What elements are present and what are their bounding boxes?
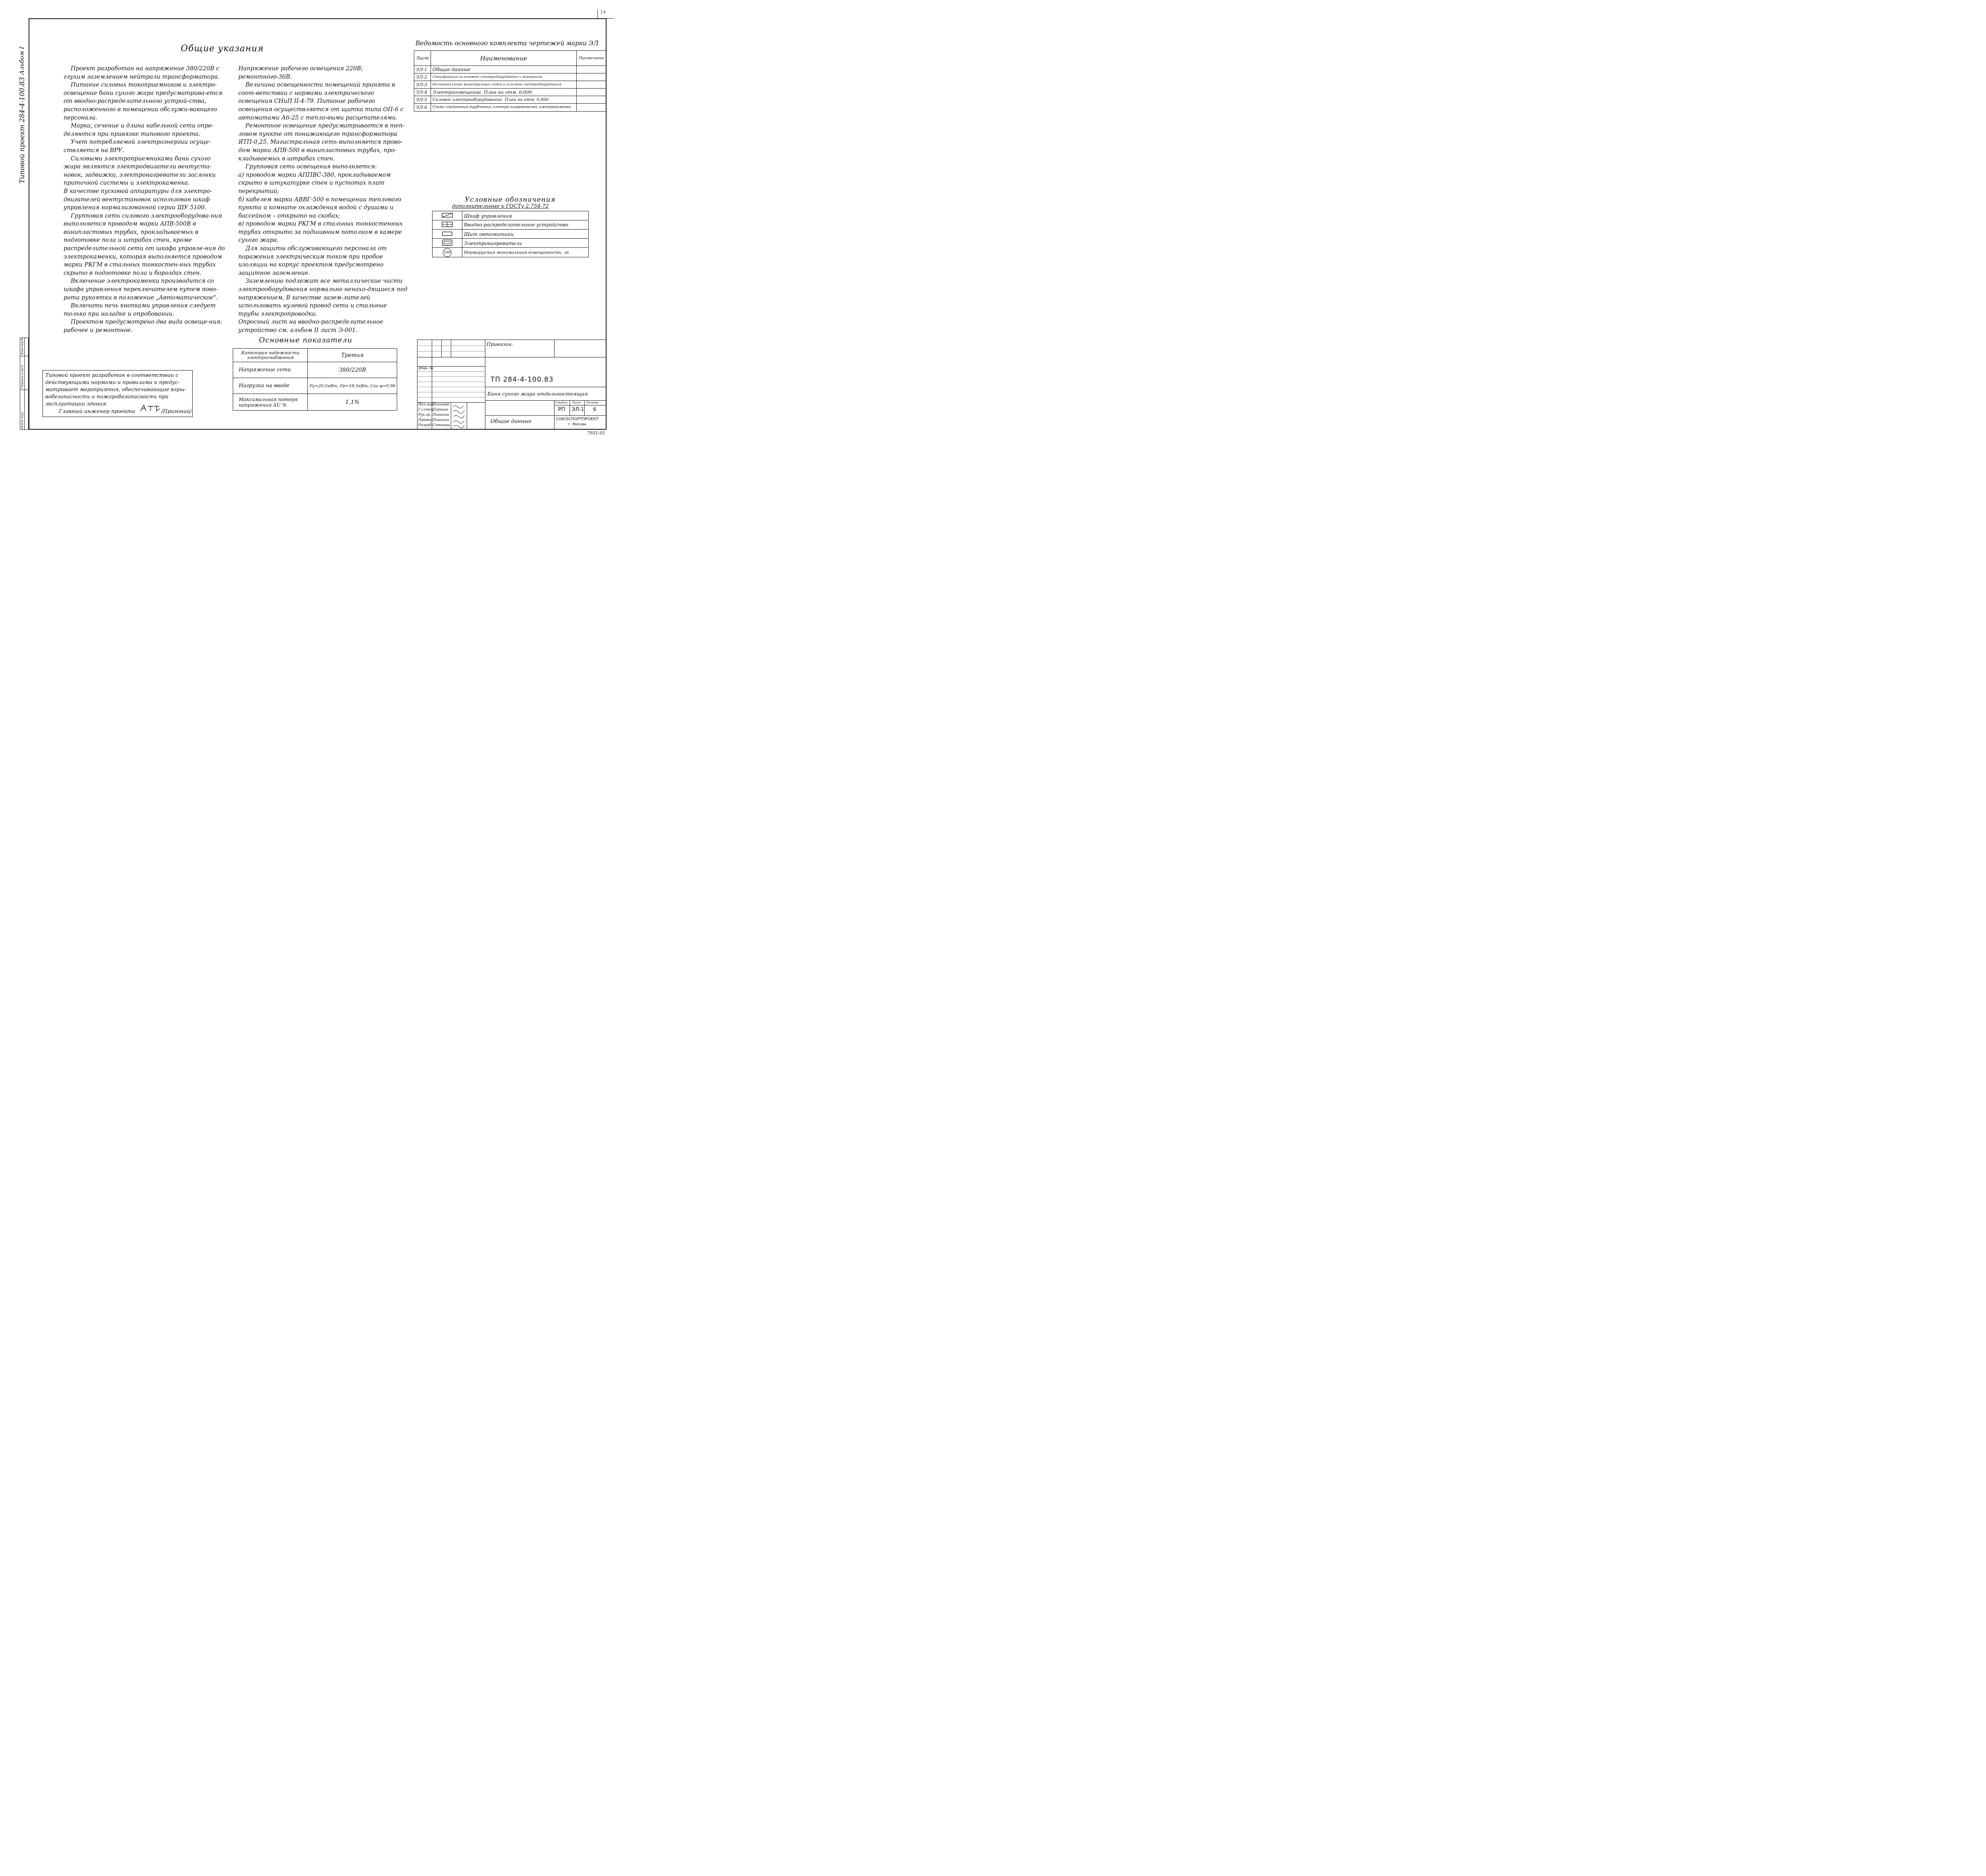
legend-label: Электронагреватель [462,239,589,248]
signature-mark [140,404,164,413]
note-paragraph: Включать печь кнопками управления следует только при наладке и опробовании. [64,303,216,317]
col-header-note: Примечание [577,51,607,66]
indicator-label: Напряжение сети [233,362,308,378]
signatures-scribble [452,403,466,428]
note-paragraph: В качестве пусковой аппаратуры для электро-двигателей вентустановок использован шкаф управления нормализованной серии ШУ 5100. [64,188,212,211]
approval-box [43,370,193,417]
sheet-note [577,104,607,112]
note-paragraph: Для защиты обслуживающего персонала от поражения электрическим током при пробое изоляции на корпус проектом предусмотрено защитное заземление. [238,245,387,276]
sheet-name: Спецификация на основное электрооборудование и материалы [431,73,576,81]
role-label: Разраб. [418,423,433,427]
signature-label: Главный инженер проекта [59,409,135,415]
margin-album [18,47,25,75]
distribution-device-icon [442,222,453,227]
attached-label: Привязан: [487,342,513,347]
legend-symbol-cell [433,239,462,248]
sheet-note [577,81,607,89]
role-person: Панкина [433,413,449,417]
sheet-note [577,66,607,73]
sheet-name: Электроосвещение. План на отм. 0,000 [431,89,576,96]
legend-title: Условные обозначения [465,196,556,204]
sheet-title: Общие данные [491,419,532,425]
page-number: 14 [600,10,606,15]
archive-number: 7931-01 [587,430,605,436]
legend-table [432,211,589,257]
sheet-code: ЭЛ-3 [414,81,431,89]
stage-header: Стадия [555,401,568,404]
note-paragraph: Питание силовых токоприемников и электро-освещение бани сухого жара предусматрива-ется от вводно-распределительного устрой-ства, расположенного в помещении обслужи-вающего персонала. [64,82,222,121]
legend-label: Шкаф управления [462,211,589,220]
indicator-label: Категория надежности электроснабжения [233,349,308,362]
legend-row [433,220,589,230]
object-name: Баня сухого жара отдельностоящая [487,391,588,397]
indicator-value: 1,1% [308,394,397,411]
note-paragraph: Проектом предусмотрено два вида освеще-ния: рабочее и ремонтное. [64,319,222,334]
indicator-label: Нагрузка на вводе [233,378,308,394]
note-paragraph: Проект разработан на напряжение 380/220В с глухим заземлением нейтрали трансформатора. [64,66,220,80]
stamp-label-replace: Взам.инв.N [21,338,24,355]
table-row [414,96,607,104]
legend-label: Нормируемая минимальная освещенность, лк [462,248,589,257]
sheet-code: ЭЛ-2 [414,73,431,81]
table-row [233,362,397,378]
legend-row [433,239,589,248]
indicator-value: Третья [308,349,397,362]
note-paragraph: Групповая сеть освещения выполняется: [245,164,377,170]
sheet-note [577,73,607,81]
general-notes-column-1 [64,65,228,335]
sheet-code: ЭЛ-1 [414,66,431,73]
note-paragraph: б) кабелем марки АВВГ-500 в помещении теплового пункта и комнате охлаждения водой с душами и бассейном – открыто на скобах; [238,196,402,219]
legend-symbol-cell [433,248,462,257]
role-person: Пахомов [433,403,449,407]
legend-label: Щит автоматики [462,230,589,239]
indicators-title: Основные показатели [259,336,353,344]
legend-symbol-cell [433,211,462,220]
legend-subtitle: дополнительные к ГОСТу 2.754-72 [452,203,549,209]
organization-city: г. Москва [568,423,586,427]
sheet-note [577,96,607,104]
organization-name: СОЮЗСПОРТПРОЕКТ [556,417,599,421]
note-paragraph: Заземлению подлежат все металлические части электрооборудования нормально ненахо-дящиеся под напряжением, В качестве зазем-лителей использовать нулевой провод сети и стальные трубы электропроводки. [238,278,408,317]
automation-panel-icon [442,231,453,236]
role-label: Нач.мас. [418,403,435,407]
legend-label: Вводно-распределительное устройство [462,220,589,230]
role-person: Панкина [433,418,449,422]
table-row [233,349,397,362]
table-row [414,104,607,112]
indicator-label: Максимальная потеря напряжения ΔU % [233,394,308,411]
indicator-value: Pу=20,5кВт; Pр=18,5кВт; Cos φ=0,98 [308,378,397,394]
sheet-code: ЭЛ-4 [414,89,431,96]
legend-row [433,248,589,257]
role-label: Провер. [418,418,434,422]
indicator-value: 380/220В [308,362,397,378]
illuminance-value: 100 [444,250,451,255]
legend-row [433,230,589,239]
general-notes-column-2 [238,65,409,335]
stamp-label-inv: Инв.N подл. [21,411,24,428]
sheet-name: Схема соединения трубчатых электро-нагревателей электрокаменки [431,104,576,112]
table-row [414,66,607,73]
left-stamp-strip [20,338,29,430]
signature-name: /Пригоний/ [161,409,192,415]
sheet-header: Лист [572,401,581,404]
sheets-total-value: 6 [593,407,597,413]
margin-project-code [18,77,26,183]
table-row [414,73,607,81]
approval-text: Типовой проект разработан в соответствии с действующими нормами и правилами и предус-матривает мероприятия, обеспечивающие взры-вобезопасность и пожаробезопасность при эксплуатации здания. [45,372,186,407]
legend-symbol-cell [433,230,462,239]
sheet-name: Силовое электрооборудование. План на отм. 0,000 [431,96,576,104]
note-paragraph: Ремонтное освещение предусматривается в теп-ловом пункте от понижающего трансформатора ЯТП-0,25. Магистральная сеть выполняется прово-дом марки АПВ-500 в винипластовых трубах, про-кладываемых в штрабах стен. [238,123,405,162]
inventory-number-label: Инв. № [419,366,433,371]
col-header-name: Наименование [431,51,576,66]
sheets-total-header: Листов [586,401,599,404]
indicators-table [233,348,397,411]
note-paragraph: Величина освещенности помещений принята в соот-ветствии с нормами электрического освещения СНиП II-4-79. Питание рабочего освещения осуществляется от щитка типа ОП-6 с автоматами А6-25 с тепло-выми расцепителями. [238,82,404,121]
legend-symbol-cell [433,220,462,230]
control-cabinet-icon [442,212,453,218]
table-row [233,378,397,394]
sheets-title: Ведомость основного комплекта чертежей марки ЭЛ [415,40,599,47]
note-paragraph: Включение электрокаменки производится со шкафа управления переключателем путем пово-рота рукоятки в положение „Автоматическое". [64,278,218,301]
sheet-value: ЭЛ-1 [572,407,584,413]
note-paragraph: Напряжение рабочего освещения 220В; ремонтного-36В. [238,66,363,80]
table-header-row [414,51,607,66]
legend-row [433,211,589,220]
role-person: Паршин [433,408,448,412]
sheet-code: ЭЛ-5 [414,96,431,104]
note-paragraph: Силовыми электроприемниками бани сухого жара являются электродвигатели вентуста-новок, задвижки, электронагреватели заслонки приточной системы и электрокаменка. [64,155,216,187]
table-row [414,89,607,96]
note-paragraph: Марка, сечение и длина кабельной сети опре-деляются при привязке типового проекта. [64,123,214,137]
page-title: Общие указания [181,44,264,54]
electric-heater-icon [442,239,453,246]
note-paragraph: Учет потребляемой электроэнергии осуще-ствляется на ВРУ. [64,139,211,154]
project-code: Типовой проект 284-4-100.83 [18,77,26,183]
table-row [233,394,397,411]
sheets-table [414,50,607,112]
col-header-sheet: Лист [414,51,431,66]
project-designation: ТП 284-4-100.83 [491,376,554,384]
sheet-code: ЭЛ-6 [414,104,431,112]
note-paragraph: в) проводом марки РКГМ в стальных тонкостенных трубах открыто за подшивным потолком в камере сухого жара. [238,221,403,244]
album-label: Альбом I [18,46,25,75]
role-label: Гл.спец. [418,408,434,412]
illuminance-icon [443,248,452,257]
stage-value: РП [558,407,565,413]
sheet-note [577,89,607,96]
page-number-box [597,10,614,19]
role-label: Рук.гр. [418,413,431,417]
note-paragraph: а) проводом марки АППВС-380, прокладываемом скрыто в штукатурке стен и пустотах плит перекрытий; [238,172,391,195]
note-paragraph: Опросный лист на вводно-распределительное устройство см. альбом II лист Э-001. [238,319,383,334]
sheet-name: Расчетная схема магистральных сетей и сило-вого электрооборудования [431,81,576,89]
note-paragraph: Групповая сеть силового электрооборудова-ния выполняется проводом марки АПВ-500В в винипластовых трубах, прокладываемых в подготовке пола и штрабах стен, кроме распределительной сети от шкафа управле-ния до электрокаменки, которая выполняется проводом марки РКГМ в стальных тонкостен-ных трубах скрыто в подготовке пола и бороздах стен. [64,212,225,276]
stamp-label-sign: Подпись и дата [21,365,24,388]
table-row [414,81,607,89]
role-person: Стенина [433,423,450,427]
sheet-name: Общие данные [431,66,576,73]
title-block [417,340,607,430]
